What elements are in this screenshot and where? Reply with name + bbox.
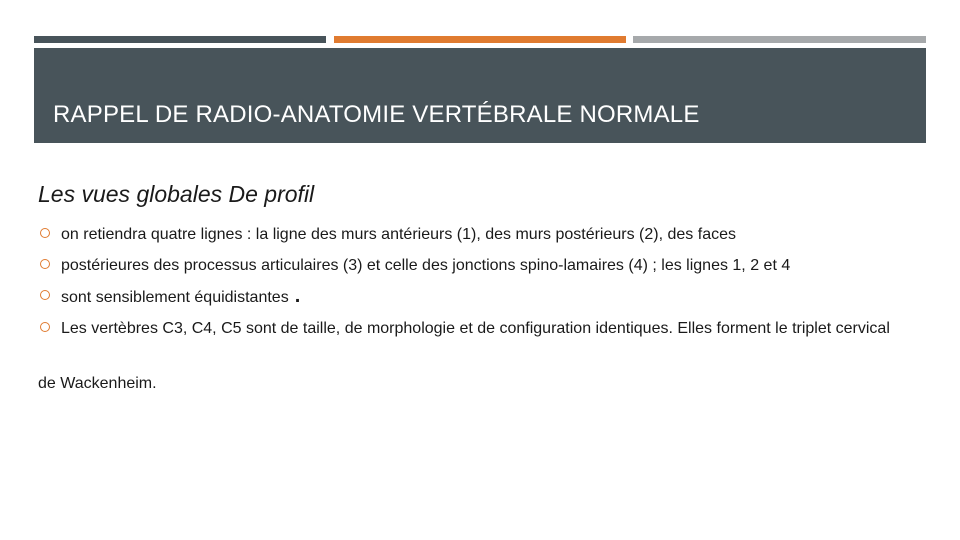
- title-banner: [34, 48, 926, 143]
- circle-bullet-icon: [40, 228, 50, 238]
- accent-bar-orange: [334, 36, 626, 43]
- slide-title: RAPPEL DE RADIO-ANATOMIE VERTÉBRALE NORMALE: [53, 101, 700, 128]
- circle-bullet-icon: [40, 322, 50, 332]
- bullet-period: .: [294, 285, 301, 307]
- accent-bar-dark: [34, 36, 326, 43]
- bullet-item: [38, 255, 918, 276]
- accent-bar-gray: [633, 36, 926, 43]
- circle-bullet-icon: [40, 290, 50, 300]
- bullet-text: Les vertèbres C3, C4, C5 sont de taille, de morphologie et de configuration identiques. Elles forment le triplet cervical: [61, 320, 890, 337]
- bullet-text: on retiendra quatre lignes : la ligne des murs antérieurs (1), des murs postérieurs (2), des faces: [61, 226, 736, 243]
- bullet-text: sont sensiblement équidistantes: [61, 289, 289, 306]
- continuation-text: de Wackenheim.: [38, 375, 157, 392]
- slide-subtitle: Les vues globales De profil: [38, 181, 315, 207]
- bullet-item: [38, 224, 918, 245]
- bullet-item: [38, 318, 918, 339]
- bullet-text: postérieures des processus articulaires (3) et celle des jonctions spino-lamaires (4) ; les lignes 1, 2 et 4: [61, 257, 791, 274]
- bullet-list: [38, 224, 918, 349]
- bullet-item: [38, 286, 918, 308]
- circle-bullet-icon: [40, 259, 50, 269]
